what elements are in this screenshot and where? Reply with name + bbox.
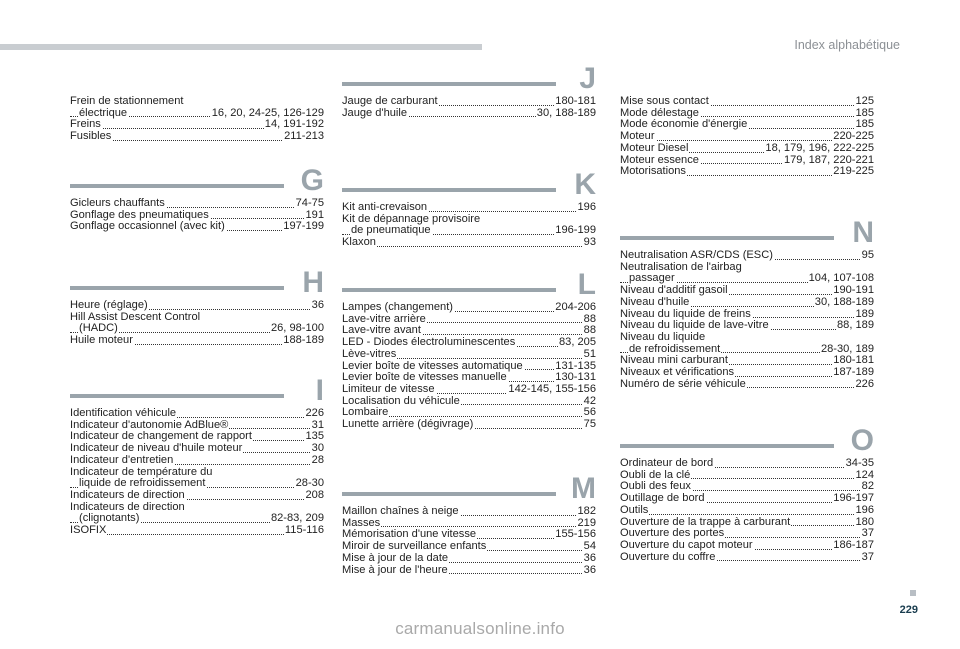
index-entry [620, 297, 874, 309]
index-entry [342, 518, 596, 530]
section-header [70, 166, 324, 198]
entry-term: Maillon chaînes à neige [342, 506, 459, 517]
index-entry [342, 302, 596, 314]
section-j [342, 64, 596, 119]
index-entry [70, 221, 324, 233]
entry-term: Niveau mini carburant [620, 355, 728, 367]
entry-term: Niveau du liquide [620, 330, 706, 343]
section-header [620, 426, 874, 458]
entry-term: Fusibles [70, 131, 112, 143]
section-divider [70, 394, 284, 398]
entry-pages: 219 [577, 517, 596, 529]
entry-pages: 93 [583, 237, 596, 249]
entry-term: Motorisations [620, 166, 686, 178]
entry-term: Niveau d'huile [620, 296, 690, 308]
section-letter: I [315, 374, 324, 407]
entry-pages: 204-206 [555, 302, 596, 313]
dot-leader [620, 514, 874, 515]
index-entry [70, 408, 324, 420]
entry-term: Outils [620, 504, 649, 516]
index-entry [70, 335, 324, 347]
entry-pages: 28-30, 189 [820, 343, 874, 355]
index-entry-list [342, 96, 596, 119]
entry-pages: 74-75 [295, 198, 324, 209]
index-entry [70, 210, 324, 222]
entry-term: Mise à jour de la date [342, 552, 449, 564]
entry-term: électrique [79, 107, 128, 119]
entry-term: Gicleurs chauffants [70, 198, 165, 209]
entry-pages: 37 [861, 528, 874, 540]
section-i [70, 376, 324, 537]
index-entry [70, 198, 324, 210]
entry-term: Neutralisation ASR/CDS (ESC) [620, 250, 773, 261]
index-entry [342, 541, 596, 553]
section-o [620, 426, 874, 563]
entry-term: Frein de stationnement [70, 95, 184, 107]
section-letter: L [577, 268, 596, 301]
entry-term: Outillage de bord [620, 493, 705, 505]
index-entry [70, 96, 324, 108]
entry-pages: 75 [583, 419, 596, 431]
entry-pages: 180-181 [555, 96, 596, 107]
index-entry [620, 470, 874, 482]
entry-term: Freins [70, 119, 101, 131]
entry-term: de pneumatique [351, 225, 431, 237]
entry-pages: 226 [305, 408, 324, 419]
entry-pages: 124 [855, 469, 874, 481]
entry-term: Indicateurs de direction [70, 489, 185, 501]
entry-pages: 182 [577, 506, 596, 517]
entry-pages: 14, 191-192 [264, 119, 324, 131]
entry-pages: 196 [577, 202, 596, 213]
section-header [70, 268, 324, 300]
section-letter: G [300, 164, 324, 197]
section-header [342, 270, 596, 302]
section-header [70, 376, 324, 408]
index-entry-list [620, 250, 874, 390]
entry-pages: 30, 188-189 [536, 107, 596, 119]
index-entry [620, 320, 874, 332]
entry-pages: 88 [583, 325, 596, 337]
index-entry [342, 506, 596, 518]
entry-term: Lave-vitre arrière [342, 313, 426, 325]
entry-term: Indicateur de température du [70, 465, 213, 478]
index-entry-list [342, 506, 596, 576]
entry-term: Oubli des feux [620, 481, 691, 493]
index-entry [70, 431, 324, 443]
index-entry [342, 325, 596, 337]
entry-pages: 196 [855, 504, 874, 516]
entry-pages: 88 [583, 313, 596, 325]
index-entry-list [70, 300, 324, 347]
index-entry [342, 407, 596, 419]
entry-term: Lampes (changement) [342, 302, 453, 313]
section-header [342, 64, 596, 96]
index-entry [620, 481, 874, 493]
index-entry [620, 379, 874, 391]
index-entry-list [620, 458, 874, 563]
index-entry [70, 502, 324, 514]
entry-term: Mode délestage [620, 107, 699, 119]
entry-term: Indicateur d'entretien [70, 454, 174, 466]
index-entry [620, 131, 874, 143]
entry-pages: 28 [311, 454, 324, 466]
index-entry [342, 372, 596, 384]
section-divider [70, 286, 284, 290]
entry-term: Limiteur de vitesse [342, 383, 435, 395]
index-entry [70, 467, 324, 479]
index-entry [342, 361, 596, 373]
entry-pages: 135 [305, 431, 324, 443]
entry-pages: 180 [855, 516, 874, 528]
index-entry [70, 420, 324, 432]
entry-pages: 142-145, 155-156 [508, 383, 596, 395]
entry-term: passager [629, 273, 675, 285]
entry-term: Mise à jour de l'heure [342, 564, 448, 576]
page-marker [910, 590, 916, 596]
entry-pages: 30, 188-189 [814, 296, 874, 308]
dot-leader [342, 246, 596, 247]
entry-pages: 197-199 [283, 221, 324, 233]
index-entry [70, 490, 324, 502]
entry-term: Niveau du liquide de lave-vitre [620, 320, 769, 332]
entry-pages: 18, 179, 196, 222-225 [765, 142, 874, 154]
section-letter: O [850, 424, 874, 457]
index-entry [342, 314, 596, 326]
entry-term: Klaxon [342, 237, 376, 249]
index-entry [620, 332, 874, 344]
entry-term: Moteur Diesel [620, 142, 689, 154]
entry-term: Lave-vitre avant [342, 325, 421, 337]
entry-pages: 179, 187, 220-221 [783, 154, 874, 166]
index-entry [342, 237, 596, 249]
entry-term: Moteur essence [620, 154, 699, 166]
index-entry-list [70, 408, 324, 537]
entry-term: Ouverture des portes [620, 528, 725, 540]
entry-pages: 187-189 [833, 367, 874, 379]
index-entry-list [342, 202, 596, 249]
index-entry [70, 119, 324, 131]
index-entry [620, 108, 874, 120]
entry-term: Kit anti-crevaison [342, 202, 428, 213]
entry-pages: 190-191 [833, 285, 874, 297]
entry-pages: 185 [855, 107, 874, 119]
entry-term: Mise sous contact [620, 96, 709, 107]
entry-term: (HADC) [79, 323, 118, 335]
entry-pages: 42 [583, 395, 596, 407]
index-entry [620, 285, 874, 297]
index-entry [620, 505, 874, 517]
entry-term: Niveau d'additif gasoil [620, 285, 728, 297]
entry-pages: 191 [305, 209, 324, 221]
entry-pages: 188-189 [283, 335, 324, 347]
section-f [70, 96, 324, 143]
index-entry [342, 225, 596, 237]
section-header [620, 218, 874, 250]
entry-pages: 189 [855, 308, 874, 320]
entry-pages: 56 [583, 407, 596, 419]
index-entry-list [342, 302, 596, 431]
entry-term: Jauge de carburant [342, 96, 438, 107]
entry-term: Lombaire [342, 407, 389, 419]
entry-pages: 95 [861, 250, 874, 261]
entry-pages: 196-199 [555, 225, 596, 237]
entry-term: Jauge d'huile [342, 107, 408, 119]
entry-pages: 115-116 [284, 525, 324, 537]
index-entry [620, 493, 874, 505]
index-entry [620, 458, 874, 470]
entry-pages: 208 [305, 489, 324, 501]
index-entry [342, 565, 596, 577]
section-divider [342, 188, 556, 192]
entry-term: Ouverture du coffre [620, 551, 716, 563]
entry-pages: 226 [855, 378, 874, 390]
entry-term: Indicateur de niveau d'huile moteur [70, 443, 243, 455]
entry-pages: 83, 205 [558, 337, 596, 349]
index-entry [342, 337, 596, 349]
index-entry [620, 367, 874, 379]
entry-pages: 125 [855, 96, 874, 107]
entry-term: Moteur [620, 131, 655, 143]
entry-term: Ouverture de la trappe à carburant [620, 516, 791, 528]
header-bar [0, 44, 482, 50]
index-entry [70, 108, 324, 120]
entry-pages: 82 [861, 481, 874, 493]
entry-term: Indicateur de changement de rapport [70, 431, 252, 443]
entry-pages: 220-225 [833, 131, 874, 143]
watermark: carmanualsonline.info [395, 619, 565, 638]
index-entry [620, 552, 874, 564]
section-divider [342, 82, 556, 86]
index-entry [70, 478, 324, 490]
section-divider [620, 444, 834, 448]
entry-term: Localisation du véhicule [342, 395, 460, 407]
entry-term: (clignotants) [79, 513, 140, 525]
entry-term: Levier boîte de vitesses automatique [342, 360, 523, 372]
entry-term: liquide de refroidissement [79, 478, 206, 490]
index-entry-list [620, 96, 874, 178]
section-header [342, 170, 596, 202]
section-divider [342, 288, 556, 292]
entry-term: Lève-vitres [342, 348, 397, 360]
index-entry [620, 119, 874, 131]
entry-pages: 36 [583, 552, 596, 564]
entry-term: Lunette arrière (dégivrage) [342, 419, 474, 431]
entry-term: Masses [342, 517, 381, 529]
index-entry-list [70, 198, 324, 233]
entry-pages: 104, 107-108 [808, 273, 874, 285]
entry-pages: 186-187 [833, 539, 874, 551]
entry-pages: 211-213 [284, 131, 324, 143]
index-entry [620, 262, 874, 274]
entry-term: Neutralisation de l'airbag [620, 260, 742, 273]
entry-term: Kit de dépannage provisoire [342, 212, 481, 225]
entry-term: ISOFIX [70, 525, 107, 537]
index-entry [620, 344, 874, 356]
entry-term: Ordinateur de bord [620, 458, 714, 469]
entry-term: de refroidissement [629, 343, 721, 355]
section-letter: J [579, 62, 596, 95]
entry-pages: 185 [855, 119, 874, 131]
entry-pages: 28-30 [295, 478, 324, 490]
entry-term: Oubli de la clé [620, 469, 691, 481]
entry-term: Niveaux et vérifications [620, 367, 735, 379]
section-header [342, 474, 596, 506]
entry-term: Hill Assist Descent Control [70, 310, 201, 323]
section-n [620, 218, 874, 390]
entry-term: Huile moteur [70, 335, 133, 347]
entry-pages: 196-197 [833, 493, 874, 505]
entry-term: Indicateur d'autonomie AdBlue® [70, 419, 229, 431]
entry-pages: 16, 20, 24-25, 126-129 [211, 107, 324, 119]
entry-pages: 26, 98-100 [270, 323, 324, 335]
entry-term: Indicateurs de direction [70, 500, 185, 513]
index-entry [620, 355, 874, 367]
index-entry [620, 517, 874, 529]
entry-term: Gonflage des pneumatiques [70, 209, 209, 221]
section-divider [620, 236, 834, 240]
index-entry [620, 143, 874, 155]
section-divider [342, 492, 556, 496]
index-entry [342, 396, 596, 408]
entry-pages: 82-83, 209 [270, 513, 324, 525]
entry-term: Mode économie d'énergie [620, 119, 748, 131]
entry-term: Niveau du liquide de freins [620, 308, 751, 320]
entry-pages: 37 [861, 551, 874, 563]
index-entry [620, 309, 874, 321]
entry-pages: 155-156 [555, 529, 596, 541]
index-entry [620, 528, 874, 540]
entry-term: Heure (réglage) [70, 300, 148, 311]
index-entry [620, 166, 874, 178]
entry-pages: 131-135 [555, 360, 596, 372]
index-entry [342, 419, 596, 431]
index-entry [342, 96, 596, 108]
entry-term: Levier boîte de vitesses manuelle [342, 372, 507, 384]
section-letter: M [571, 472, 596, 505]
entry-pages: 219-225 [833, 166, 874, 178]
section-divider [70, 184, 284, 188]
section-g [70, 166, 324, 233]
section-l [342, 270, 596, 431]
entry-pages: 130-131 [555, 372, 596, 384]
section-letter: K [574, 168, 596, 201]
index-entry [620, 273, 874, 285]
index-entry [620, 155, 874, 167]
entry-pages: 51 [583, 348, 596, 360]
section-letter: H [302, 266, 324, 299]
entry-pages: 88, 189 [836, 320, 874, 332]
section-k [342, 170, 596, 249]
entry-pages: 36 [583, 564, 596, 576]
index-entry [342, 214, 596, 226]
index-entry [620, 96, 874, 108]
index-entry [342, 529, 596, 541]
index-entry-list [70, 96, 324, 143]
index-entry [70, 131, 324, 143]
page-header-title: Index alphabétique [794, 38, 900, 52]
section-h [70, 268, 324, 347]
index-entry [342, 384, 596, 396]
index-entry [70, 312, 324, 324]
index-entry [342, 108, 596, 120]
index-entry [620, 540, 874, 552]
entry-pages: 31 [311, 419, 324, 431]
index-entry [70, 443, 324, 455]
entry-term: Miroir de surveillance enfants [342, 541, 487, 553]
entry-term: Numéro de série véhicule [620, 378, 746, 390]
entry-pages: 30 [311, 443, 324, 455]
index-entry [70, 323, 324, 335]
entry-term: Ouverture du capot moteur [620, 539, 753, 551]
index-entry [70, 513, 324, 525]
index-entry [342, 553, 596, 565]
index-entry [342, 349, 596, 361]
entry-term: LED - Diodes électroluminescentes [342, 337, 516, 349]
section-letter: N [852, 216, 874, 249]
entry-pages: 54 [583, 541, 596, 553]
section-m [342, 474, 596, 576]
index-entry [620, 250, 874, 262]
entry-term: Identification véhicule [70, 408, 177, 419]
section-m-cont [620, 96, 874, 178]
entry-pages: 36 [311, 300, 324, 311]
entry-pages: 34-35 [845, 458, 874, 469]
index-entry [70, 525, 324, 537]
entry-term: Mémorisation d'une vitesse [342, 529, 477, 541]
entry-pages: 180-181 [833, 355, 874, 367]
page-number: 229 [899, 604, 918, 616]
entry-term: Gonflage occasionnel (avec kit) [70, 221, 225, 233]
